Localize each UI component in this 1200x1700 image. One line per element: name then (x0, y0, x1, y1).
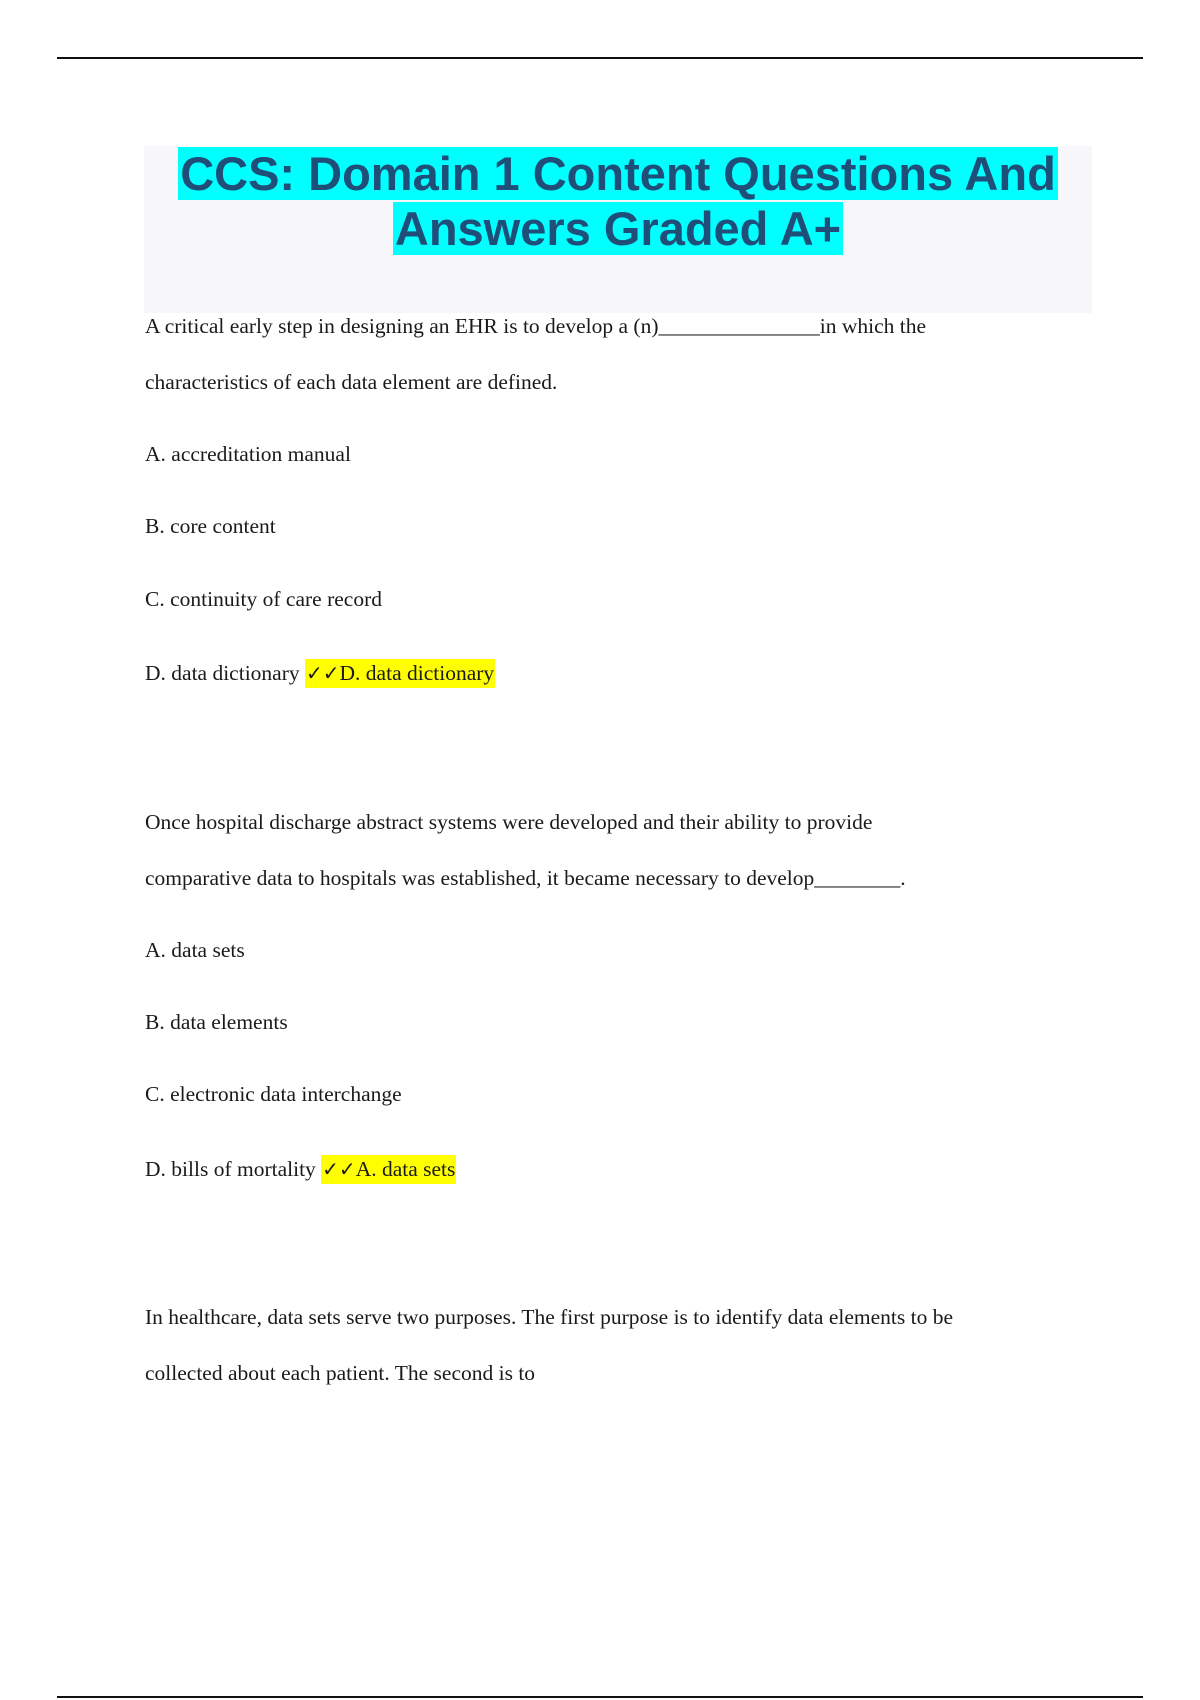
question-3-stem-line-1: In healthcare, data sets serve two purposes. The first purpose is to identify data elements to be (145, 1305, 954, 1329)
question-2-option-a: A. data sets (145, 938, 245, 962)
question-1-answer-text: D. data dictionary (339, 661, 495, 685)
question-1-option-b: B. core content (145, 514, 276, 538)
document-title-text: CCS: Domain 1 Content Questions And Answers Graded A+ (180, 147, 1056, 255)
question-1-option-d: D. data dictionary (145, 661, 300, 685)
footer-rule (57, 1696, 1143, 1698)
question-2-answer (321, 1155, 456, 1184)
question-1-option-d-row (145, 659, 495, 687)
question-2-stem-line-1: Once hospital discharge abstract systems were developed and their ability to provide (145, 810, 873, 834)
question-1-option-c: C. continuity of care record (145, 587, 383, 611)
question-2-option-d: D. bills of mortality (145, 1157, 316, 1181)
question-2-option-c: C. electronic data interchange (145, 1082, 402, 1106)
document-title (144, 146, 1092, 256)
question-2-option-b: B. data elements (145, 1010, 288, 1034)
question-1-answer (305, 659, 495, 688)
question-3-stem-line-2: collected about each patient. The second is to (145, 1361, 536, 1385)
title-block (144, 146, 1092, 313)
question-2-stem-line-2: comparative data to hospitals was established, it became necessary to develop________. (145, 866, 906, 890)
answer-check-icon: ✓✓ (322, 1157, 356, 1181)
question-1-option-a: A. accreditation manual (145, 442, 351, 466)
answer-check-icon: ✓✓ (306, 661, 340, 685)
question-2-option-d-row (145, 1155, 456, 1183)
question-1-stem-line-2: characteristics of each data element are defined. (145, 370, 558, 394)
header-rule (57, 57, 1143, 59)
question-1-stem-line-1: A critical early step in designing an EHR is to develop a (n)_______________in which the (145, 314, 927, 338)
question-2-answer-text: A. data sets (355, 1157, 456, 1181)
